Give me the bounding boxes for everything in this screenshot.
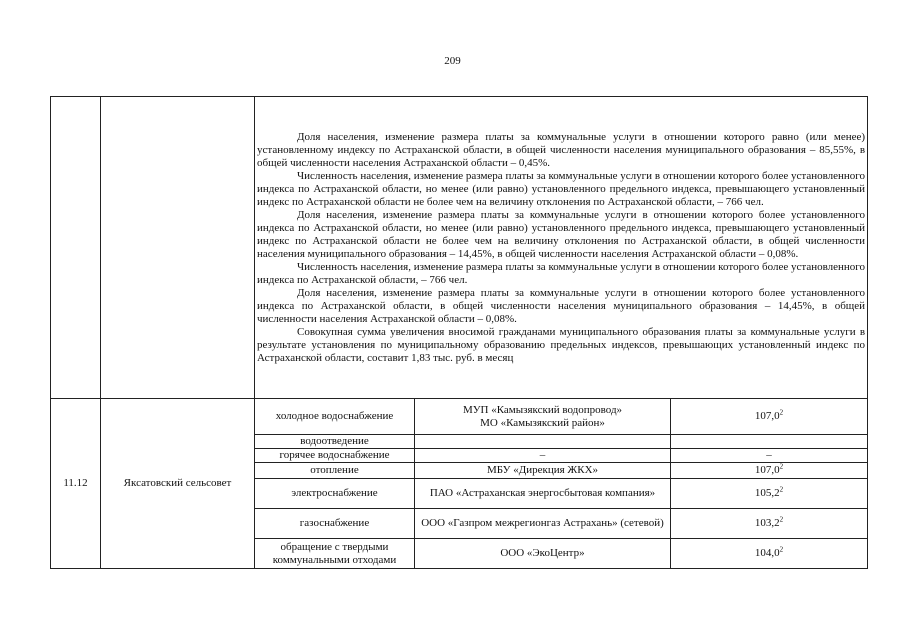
- index-value: 103,2$^2$: [671, 509, 868, 539]
- service-name: водоотведение: [255, 435, 415, 449]
- provider-name: ПАО «Астраханская энергосбытовая компания»: [415, 479, 671, 509]
- empty-number-cell: [51, 97, 101, 399]
- service-name: холодное водоснабжение: [255, 399, 415, 435]
- provider-name: МБУ «Дирекция ЖКХ»: [415, 463, 671, 479]
- tariff-table: [50, 96, 868, 569]
- summary-text-cell: [255, 97, 868, 399]
- index-value: 104,0$^2$: [671, 539, 868, 569]
- entry-number: 11.12: [51, 399, 101, 569]
- service-name: отопление: [255, 463, 415, 479]
- provider-name: –: [415, 449, 671, 463]
- summary-paragraph: Совокупная сумма увеличения вносимой гражданами муниципального образования платы за коммунальные услуги в результате установления по муниципальному образованию предельных индексов, превышающих установленный индекс по Астраханской области, составит 1,83 тыс. руб. в месяц: [257, 325, 866, 364]
- provider-name: ООО «ЭкоЦентр»: [415, 539, 671, 569]
- provider-name: [415, 435, 671, 449]
- summary-paragraph: Численность населения, изменение размера платы за коммунальные услуги в отношении которого более установленного индекса по Астраханской области, – 766 чел.: [257, 260, 866, 286]
- index-value: 107,0$^2$: [671, 399, 868, 435]
- summary-paragraph: Доля населения, изменение размера платы за коммунальные услуги в отношении которого более установленного индекса по Астраханской области, но менее (или равно) установленного предельного индекса, превышающего установленный индекс по Астраханской области не более чем на величину отклонения по Астраханской области, в общей численности населения муниципального образования – 14,45%, в общей численности населения Астраханской области – 0,08%.: [257, 208, 866, 260]
- municipality-name: Яксатовский сельсовет: [101, 399, 255, 569]
- provider-name: ООО «Газпром межрегионгаз Астрахань» (сетевой): [415, 509, 671, 539]
- service-name: горячее водоснабжение: [255, 449, 415, 463]
- summary-row: [51, 97, 868, 399]
- empty-municipality-cell: [101, 97, 255, 399]
- summary-paragraph: Доля населения, изменение размера платы за коммунальные услуги в отношении которого равно (или менее) установленному индексу по Астраханской области, в общей численности населения муниципального образования – 85,55%, в общей численности населения Астраханской области – 0,45%.: [257, 130, 866, 169]
- service-name: газоснабжение: [255, 509, 415, 539]
- table-row: [51, 399, 868, 435]
- index-value: [671, 435, 868, 449]
- index-value: 107,0$^2$: [671, 463, 868, 479]
- provider-name: МУП «Камызякский водопровод» МО «Камызякский район»: [415, 399, 671, 435]
- service-name: обращение с твердыми коммунальными отходами: [255, 539, 415, 569]
- index-value: 105,2$^2$: [671, 479, 868, 509]
- summary-paragraph: Доля населения, изменение размера платы за коммунальные услуги в отношении которого более установленного индекса по Астраханской области, в общей численности населения муниципального образования – 14,45%, в общей численности населения Астраханской области – 0,08%.: [257, 286, 866, 325]
- service-name: электроснабжение: [255, 479, 415, 509]
- index-value: –: [671, 449, 868, 463]
- summary-paragraph: Численность населения, изменение размера платы за коммунальные услуги в отношении которого более установленного индекса по Астраханской области, но менее (или равно) установленного предельного индекса, превышающего установленный индекс по Астраханской области не более чем на величину отклонения по Астраханской области, – 766 чел.: [257, 169, 866, 208]
- page-number: 209: [444, 55, 461, 67]
